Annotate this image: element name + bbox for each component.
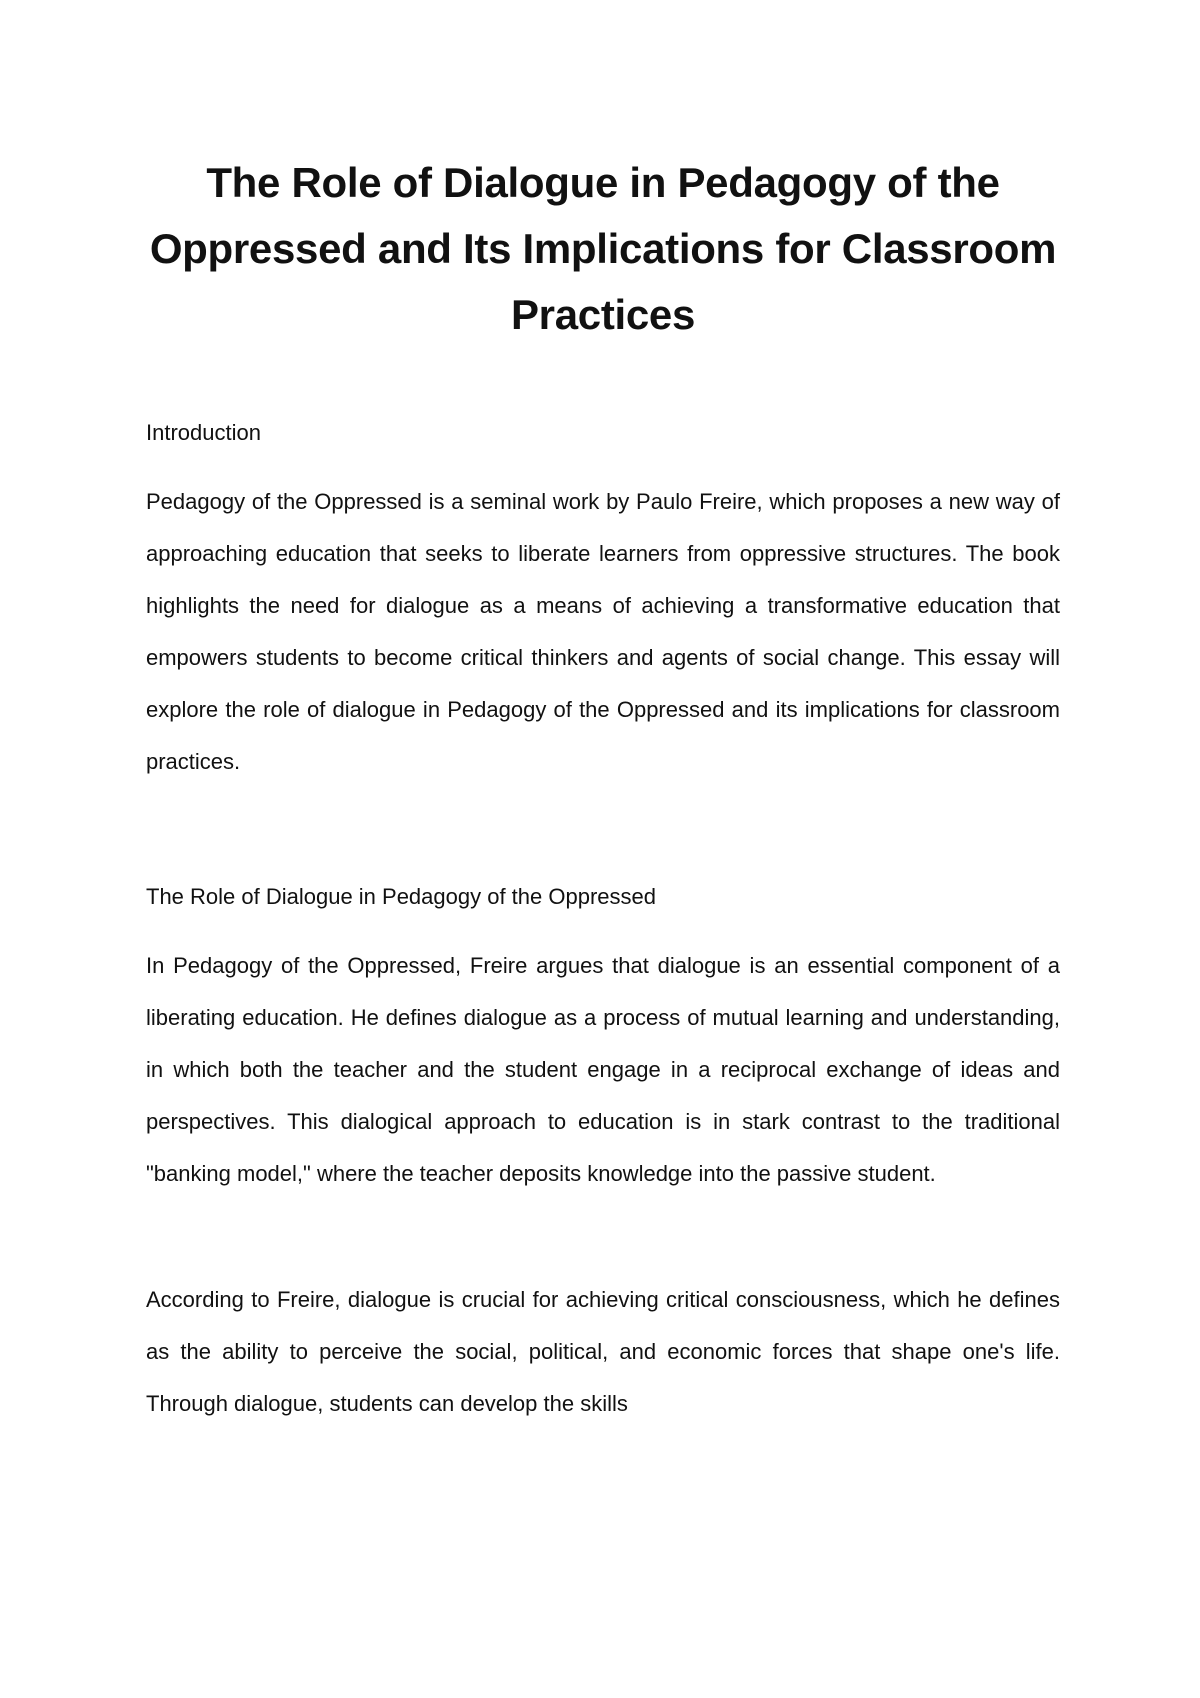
document-title: The Role of Dialogue in Pedagogy of the Oppressed and Its Implications for Classroom Practices: [149, 159, 1057, 338]
paragraph-critical-consciousness: According to Freire, dialogue is crucial for achieving critical consciousness, which he defines as the ability to perceive the social, political, and economic forces that shape one's life. Through dialogue, students can develop the skills: [146, 1287, 1060, 1416]
section-heading-introduction: Introduction: [146, 420, 261, 445]
document-body: [146, 150, 1060, 1430]
section-heading-role-of-dialogue: The Role of Dialogue in Pedagogy of the Oppressed: [146, 884, 656, 909]
paragraph-role-of-dialogue: In Pedagogy of the Oppressed, Freire argues that dialogue is an essential component of a liberating education. He defines dialogue as a process of mutual learning and understanding, in which both the teacher and the student engage in a reciprocal exchange of ideas and perspectives. This dialogical approach to education is in stark contrast to the traditional "banking model," where the teacher deposits knowledge into the passive student.: [146, 953, 1060, 1186]
paragraph-introduction: Pedagogy of the Oppressed is a seminal work by Paulo Freire, which proposes a new way of approaching education that seeks to liberate learners from oppressive structures. The book highlights the need for dialogue as a means of achieving a transformative education that empowers students to become critical thinkers and agents of social change. This essay will explore the role of dialogue in Pedagogy of the Oppressed and its implications for classroom practices.: [146, 489, 1060, 774]
